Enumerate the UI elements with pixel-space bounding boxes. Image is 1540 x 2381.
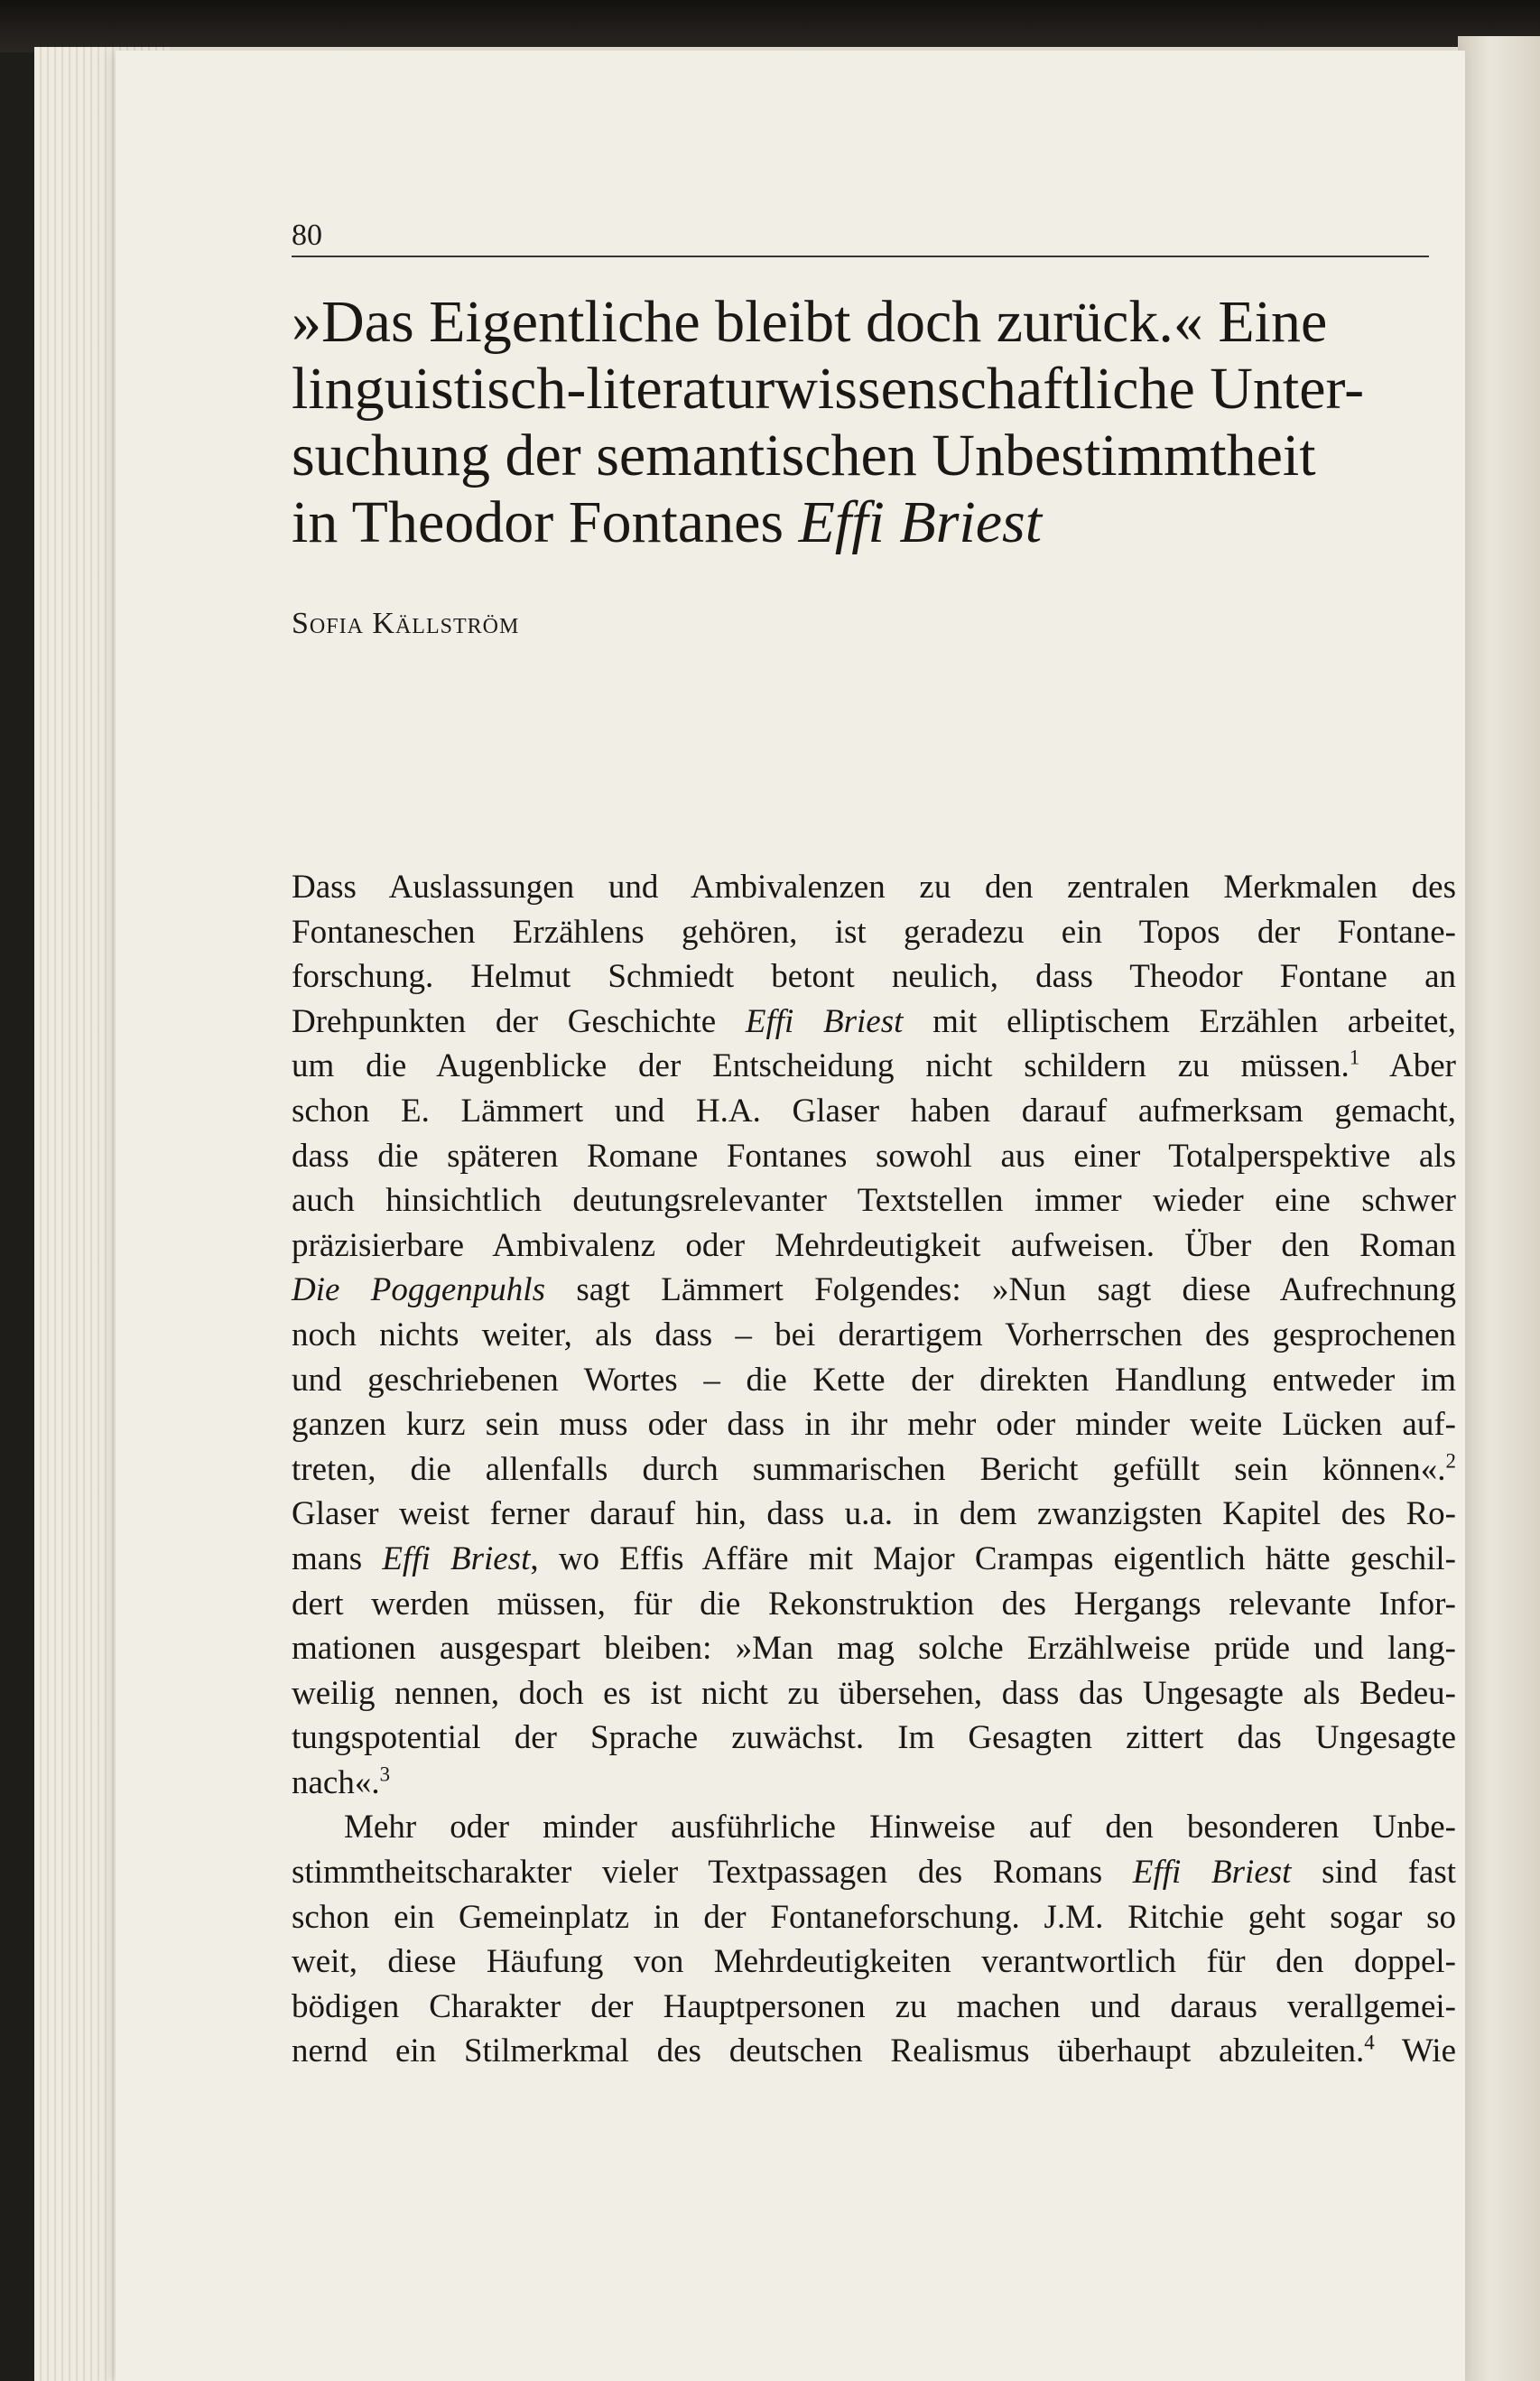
text-run: sagt Lämmert Folgendes: »Nun sagt diese Aufrechnung bbox=[544, 1271, 1457, 1309]
text-run: Drehpunkten der Geschichte bbox=[292, 1002, 746, 1040]
footnote-ref: 3 bbox=[379, 1762, 391, 1786]
text-line bbox=[292, 1358, 1456, 1403]
text-run: auch hinsichtlich deutungsrelevanter Textstellen immer wieder eine schwer bbox=[292, 1182, 1456, 1220]
text-run: mans bbox=[292, 1539, 383, 1577]
page-number: 80 bbox=[292, 219, 322, 252]
title-line bbox=[292, 423, 1420, 489]
footnote-ref: 2 bbox=[1445, 1449, 1456, 1473]
text-line bbox=[292, 1939, 1456, 1985]
text-line bbox=[292, 1626, 1456, 1671]
text-line bbox=[292, 1178, 1456, 1223]
title-text: linguistisch-literaturwissenschaftliche Unter- bbox=[292, 356, 1365, 422]
text-line bbox=[292, 1582, 1456, 1627]
title-line bbox=[292, 489, 1420, 556]
text-run: schon E. Lämmert und H.A. Glaser haben darauf aufmerksam gemacht, bbox=[292, 1092, 1456, 1130]
text-line bbox=[292, 1850, 1456, 1895]
title-text: suchung der semantischen Unbestimmtheit bbox=[292, 423, 1316, 488]
text-line bbox=[292, 1089, 1456, 1134]
text-line bbox=[292, 1000, 1456, 1045]
text-run: dass die späteren Romane Fontanes sowohl aus einer Totalperspektive als bbox=[292, 1137, 1456, 1175]
footnote-ref: 4 bbox=[1364, 2032, 1375, 2055]
text-line bbox=[292, 1134, 1456, 1179]
title-text: »Das Eigentliche bleibt doch zurück.« Eine bbox=[292, 289, 1328, 355]
text-line bbox=[292, 1492, 1456, 1537]
text-line bbox=[292, 1985, 1456, 2030]
text-line bbox=[292, 1223, 1456, 1269]
text-run: Dass Auslassungen und Ambivalenzen zu den zentralen Merkmalen des bbox=[292, 869, 1456, 906]
text-run: stimmtheitscharakter vieler Textpassagen des Romans bbox=[292, 1854, 1133, 1892]
text-run: nernd ein Stilmerkmal des deutschen Realismus überhaupt abzuleiten. bbox=[292, 2032, 1365, 2070]
italic-title: Effi Briest bbox=[1132, 1854, 1292, 1892]
text-run: , wo Effis Affäre mit Major Crampas eigentlich hätte geschil- bbox=[530, 1539, 1456, 1577]
paragraph bbox=[292, 865, 1456, 1805]
header-rule bbox=[292, 256, 1429, 257]
title-text: in Theodor Fontanes bbox=[292, 489, 799, 555]
text-run: ganzen kurz sein muss oder dass in ihr mehr oder minder weite Lücken auf- bbox=[292, 1406, 1456, 1444]
text-run: forschung. Helmut Schmiedt betont neulich, dass Theodor Fontane an bbox=[292, 958, 1456, 996]
text-line bbox=[292, 1268, 1456, 1313]
text-run: weit, diese Häufung von Mehrdeutigkeiten verantwortlich für den doppel- bbox=[292, 1943, 1456, 1981]
text-run: mit elliptischem Erzählen arbeitet, bbox=[903, 1002, 1456, 1040]
italic-title: Effi Briest bbox=[382, 1539, 531, 1577]
text-run: Glaser weist ferner darauf hin, dass u.a. in dem zwanzigsten Kapitel des Ro- bbox=[292, 1495, 1456, 1533]
title-italic-work: Effi Briest bbox=[798, 489, 1043, 555]
chapter-title bbox=[292, 289, 1420, 556]
text-run: weilig nennen, doch es ist nicht zu übersehen, dass das Ungesagte als Bedeu- bbox=[292, 1674, 1456, 1712]
text-line bbox=[292, 1805, 1456, 1850]
text-run: tungspotential der Sprache zuwächst. Im Gesagten zittert das Ungesagte bbox=[292, 1719, 1456, 1757]
text-run: Wie bbox=[1374, 2032, 1456, 2070]
italic-title: Die Poggenpuhls bbox=[292, 1271, 545, 1309]
text-run: Mehr oder minder ausführliche Hinweise auf den besonderen Unbe- bbox=[344, 1809, 1456, 1846]
text-line bbox=[292, 1671, 1456, 1716]
text-line bbox=[292, 910, 1456, 955]
scan-background bbox=[0, 0, 1540, 52]
text-run: bödigen Charakter der Hauptpersonen zu machen und daraus verallgemei- bbox=[292, 1987, 1456, 2025]
title-line bbox=[292, 356, 1420, 423]
text-line bbox=[292, 865, 1456, 910]
text-line bbox=[292, 1761, 1456, 1806]
text-run: treten, die allenfalls durch summarischen Bericht gefüllt sein können«. bbox=[292, 1450, 1446, 1488]
footnote-ref: 1 bbox=[1349, 1046, 1360, 1070]
text-run: nach«. bbox=[292, 1763, 380, 1801]
text-line bbox=[292, 1402, 1456, 1447]
text-line bbox=[292, 1716, 1456, 1761]
facing-page-edge bbox=[1458, 36, 1540, 2381]
body-text bbox=[292, 865, 1456, 2074]
text-line bbox=[292, 1895, 1456, 1940]
text-run: Aber bbox=[1359, 1047, 1456, 1085]
italic-title: Effi Briest bbox=[745, 1002, 904, 1040]
title-line bbox=[292, 289, 1420, 356]
text-line bbox=[292, 954, 1456, 1000]
text-line bbox=[292, 1044, 1456, 1089]
text-run: präzisierbare Ambivalenz oder Mehrdeutigkeit aufweisen. Über den Roman bbox=[292, 1226, 1456, 1264]
author-name: Sofia Källström bbox=[292, 607, 520, 640]
text-run: noch nichts weiter, als dass – bei derartigem Vorherrschen des gesprochenen bbox=[292, 1316, 1456, 1353]
text-run: um die Augenblicke der Entscheidung nicht schildern zu müssen. bbox=[292, 1047, 1350, 1085]
text-run: sind fast bbox=[1291, 1854, 1457, 1892]
paragraph bbox=[292, 1805, 1456, 2074]
text-line bbox=[292, 2029, 1456, 2074]
text-run: Fontaneschen Erzählens gehören, ist geradezu ein Topos der Fontane- bbox=[292, 913, 1456, 951]
text-run: und geschriebenen Wortes – die Kette der direkten Handlung entweder im bbox=[292, 1361, 1456, 1399]
text-line bbox=[292, 1313, 1456, 1358]
text-line bbox=[292, 1447, 1456, 1493]
text-run: dert werden müssen, für die Rekonstruktion des Hergangs relevante Infor- bbox=[292, 1585, 1456, 1623]
text-line bbox=[292, 1537, 1456, 1582]
text-run: mationen ausgespart bleiben: »Man mag solche Erzählweise prüde und lang- bbox=[292, 1630, 1456, 1668]
text-run: schon ein Gemeinplatz in der Fontaneforschung. J.M. Ritchie geht sogar so bbox=[292, 1898, 1456, 1936]
